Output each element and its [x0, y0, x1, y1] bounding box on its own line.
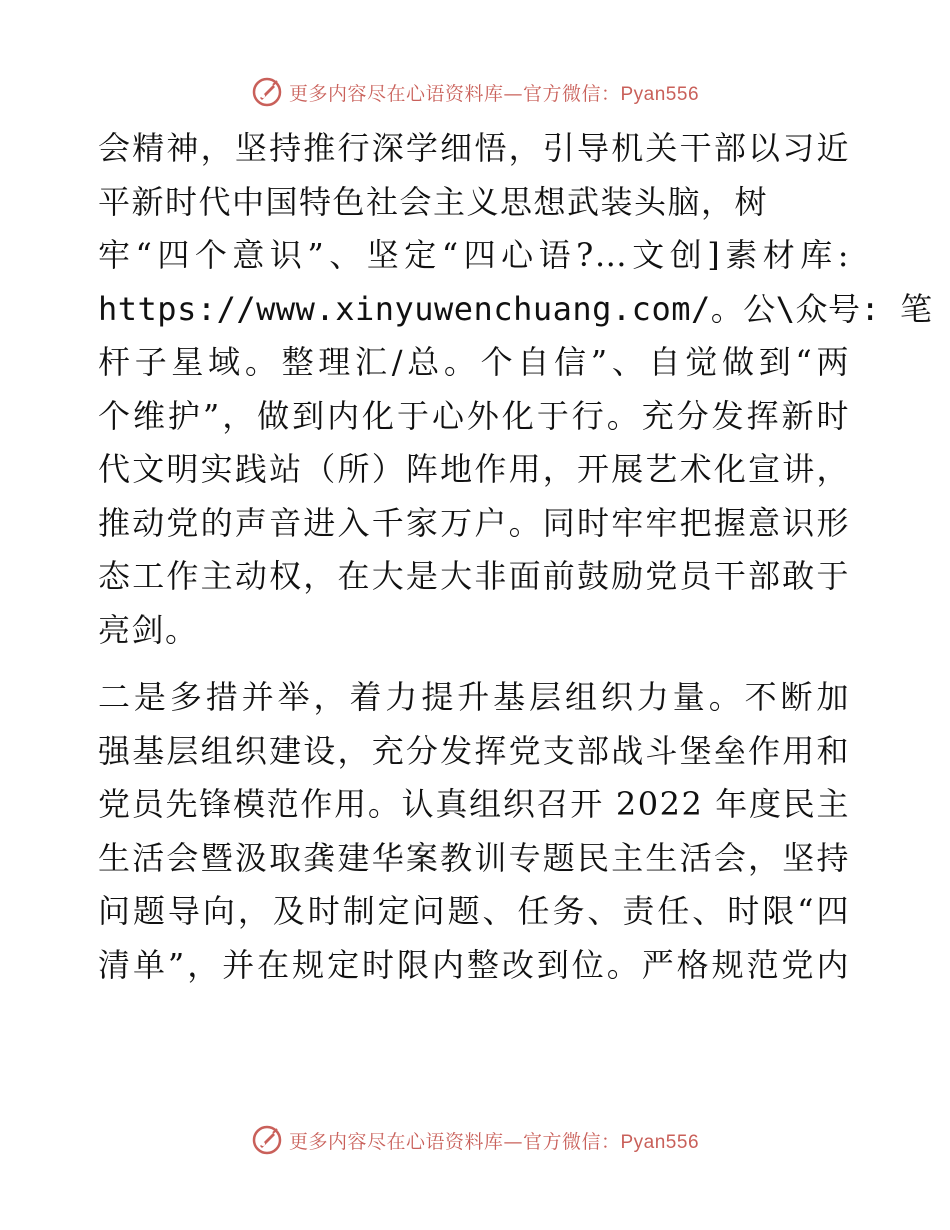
text-line: 牢“四个意识”、坚定“四心语?…文创]素材库:: [98, 236, 850, 274]
document-body: [98, 122, 933, 992]
text-line: 党员先锋模范作用。认真组织召开 2022 年度民主: [98, 785, 850, 823]
text-line: 问题导向，及时制定问题、任务、责任、时限“四: [98, 892, 850, 930]
text-line: 个维护”，做到内化于心外化于行。充分发挥新时: [98, 396, 850, 435]
text-line-url: https://www.xinyuwenchuang.com/。公\众号: 笔: [98, 289, 933, 328]
footer-banner: [0, 1120, 950, 1160]
text-line: 会精神，坚持推行深学细悟，引导机关干部以习近: [98, 129, 850, 167]
text-line: 强基层组织建设，充分发挥党支部战斗堡垒作用和: [98, 731, 850, 770]
text-line: 代文明实践站（所）阵地作用，开展艺术化宣讲，: [98, 450, 850, 488]
paragraph-1: [98, 122, 933, 657]
paragraph-2: [98, 671, 850, 992]
quill-seal-icon: [251, 76, 283, 108]
text-line: 平新时代中国特色社会主义思想武装头脑，树: [98, 182, 769, 221]
banner-text: 更多内容尽在心语资料库—官方微信：Pyan556: [288, 1130, 700, 1153]
text-line: 态工作主动权，在大是大非面前鼓励党员干部敢于: [98, 557, 850, 595]
text-line: 清单”，并在规定时限内整改到位。严格规范党内: [98, 945, 850, 984]
text-line: 推动党的声音进入千家万户。同时牢牢把握意识形: [98, 503, 850, 542]
text-line: 生活会暨汲取龚建华案教训专题民主生活会，坚持: [98, 838, 850, 877]
text-line: 亮剑。: [98, 610, 199, 649]
text-line: 杆子星域。整理汇/总。个自信”、自觉做到“两: [98, 343, 850, 381]
banner-text: 更多内容尽在心语资料库—官方微信：Pyan556: [288, 82, 700, 105]
header-banner: [0, 72, 950, 112]
quill-seal-icon: [251, 1124, 283, 1156]
text-line: 二是多措并举，着力提升基层组织力量。不断加: [98, 678, 850, 716]
